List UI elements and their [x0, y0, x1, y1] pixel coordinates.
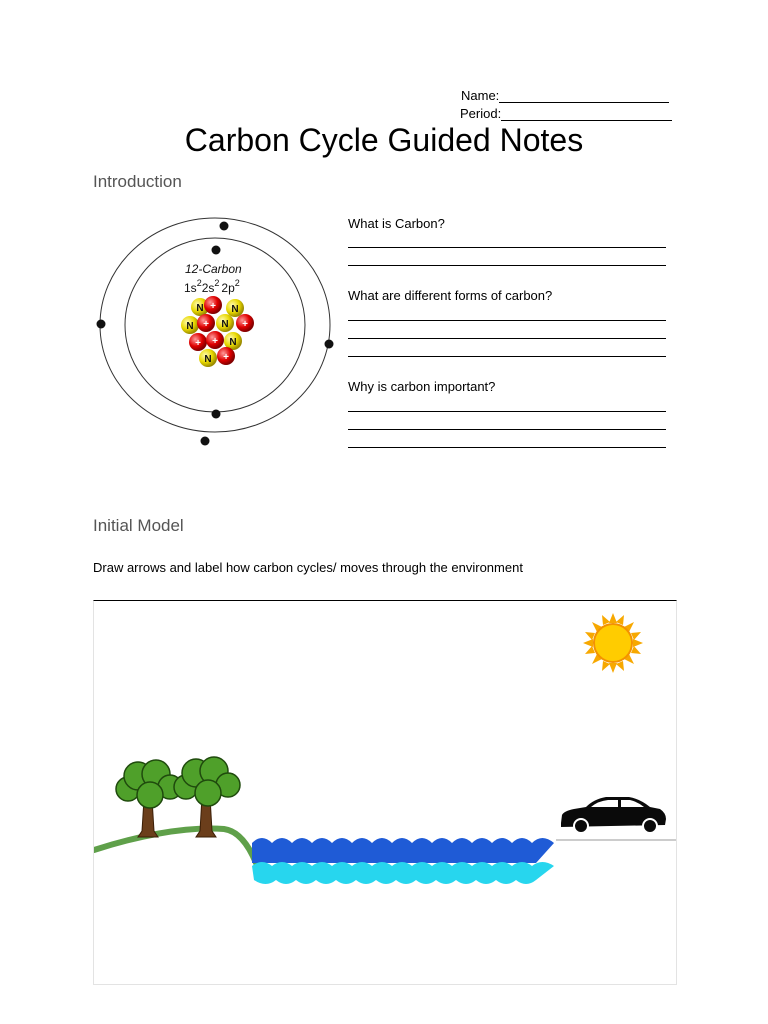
config-2p-exp: 2 — [234, 278, 240, 288]
config-2s-exp: 2 — [214, 278, 220, 288]
carbon-cycle-scene — [94, 601, 676, 984]
neutron-symbol: N — [229, 337, 237, 348]
name-label: Name: — [461, 88, 500, 103]
question-2: What are different forms of carbon? — [348, 288, 553, 303]
answer-line[interactable] — [348, 247, 666, 248]
electron — [325, 340, 334, 349]
proton-symbol: + — [195, 338, 201, 349]
name-blank-line — [499, 90, 669, 103]
electron — [201, 437, 210, 446]
neutron-symbol: N — [186, 321, 194, 332]
electron-configuration — [184, 278, 240, 295]
proton-symbol: + — [203, 319, 209, 330]
period-field[interactable] — [460, 106, 672, 121]
carbon-atom-diagram — [90, 215, 345, 455]
proton-symbol: + — [210, 301, 216, 312]
answer-line[interactable] — [348, 320, 666, 321]
electron — [212, 410, 221, 419]
neutron-symbol: N — [231, 304, 239, 315]
config-2p: 2p — [221, 281, 235, 295]
hill — [94, 829, 256, 863]
electron — [212, 246, 221, 255]
page-title: Carbon Cycle Guided Notes — [184, 122, 584, 158]
proton-symbol: + — [223, 352, 229, 363]
proton-symbol: + — [212, 336, 218, 347]
period-blank-line — [501, 108, 672, 121]
config-2s: 2s — [201, 281, 215, 295]
initial-model-heading: Initial Model — [93, 516, 184, 535]
answer-line[interactable] — [348, 265, 666, 266]
tree-icon — [116, 760, 182, 837]
neutron-symbol: N — [221, 319, 229, 330]
question-3: Why is carbon important? — [348, 379, 496, 394]
neutron-symbol: N — [204, 354, 212, 365]
model-instruction: Draw arrows and label how carbon cycles/ moves through the environment — [93, 560, 523, 575]
question-1: What is Carbon? — [348, 216, 445, 231]
drawing-area[interactable] — [93, 600, 677, 985]
answer-line[interactable] — [348, 429, 666, 430]
sun-icon — [583, 613, 643, 673]
tree-icon — [174, 757, 240, 837]
water — [252, 838, 554, 884]
answer-line[interactable] — [348, 411, 666, 412]
config-1s-exp: 2 — [196, 278, 202, 288]
atom-label: 12-Carbon — [185, 262, 242, 276]
name-field[interactable] — [461, 88, 669, 103]
car-icon — [561, 797, 666, 833]
config-1s: 1s — [184, 281, 197, 295]
proton-symbol: + — [242, 319, 248, 330]
nucleus — [181, 296, 254, 367]
electron — [97, 320, 106, 329]
answer-line[interactable] — [348, 338, 666, 339]
answer-line[interactable] — [348, 356, 666, 357]
electron — [220, 222, 229, 231]
period-label: Period: — [460, 106, 502, 121]
answer-line[interactable] — [348, 447, 666, 448]
neutron-symbol: N — [196, 303, 204, 314]
introduction-heading: Introduction — [93, 172, 182, 191]
